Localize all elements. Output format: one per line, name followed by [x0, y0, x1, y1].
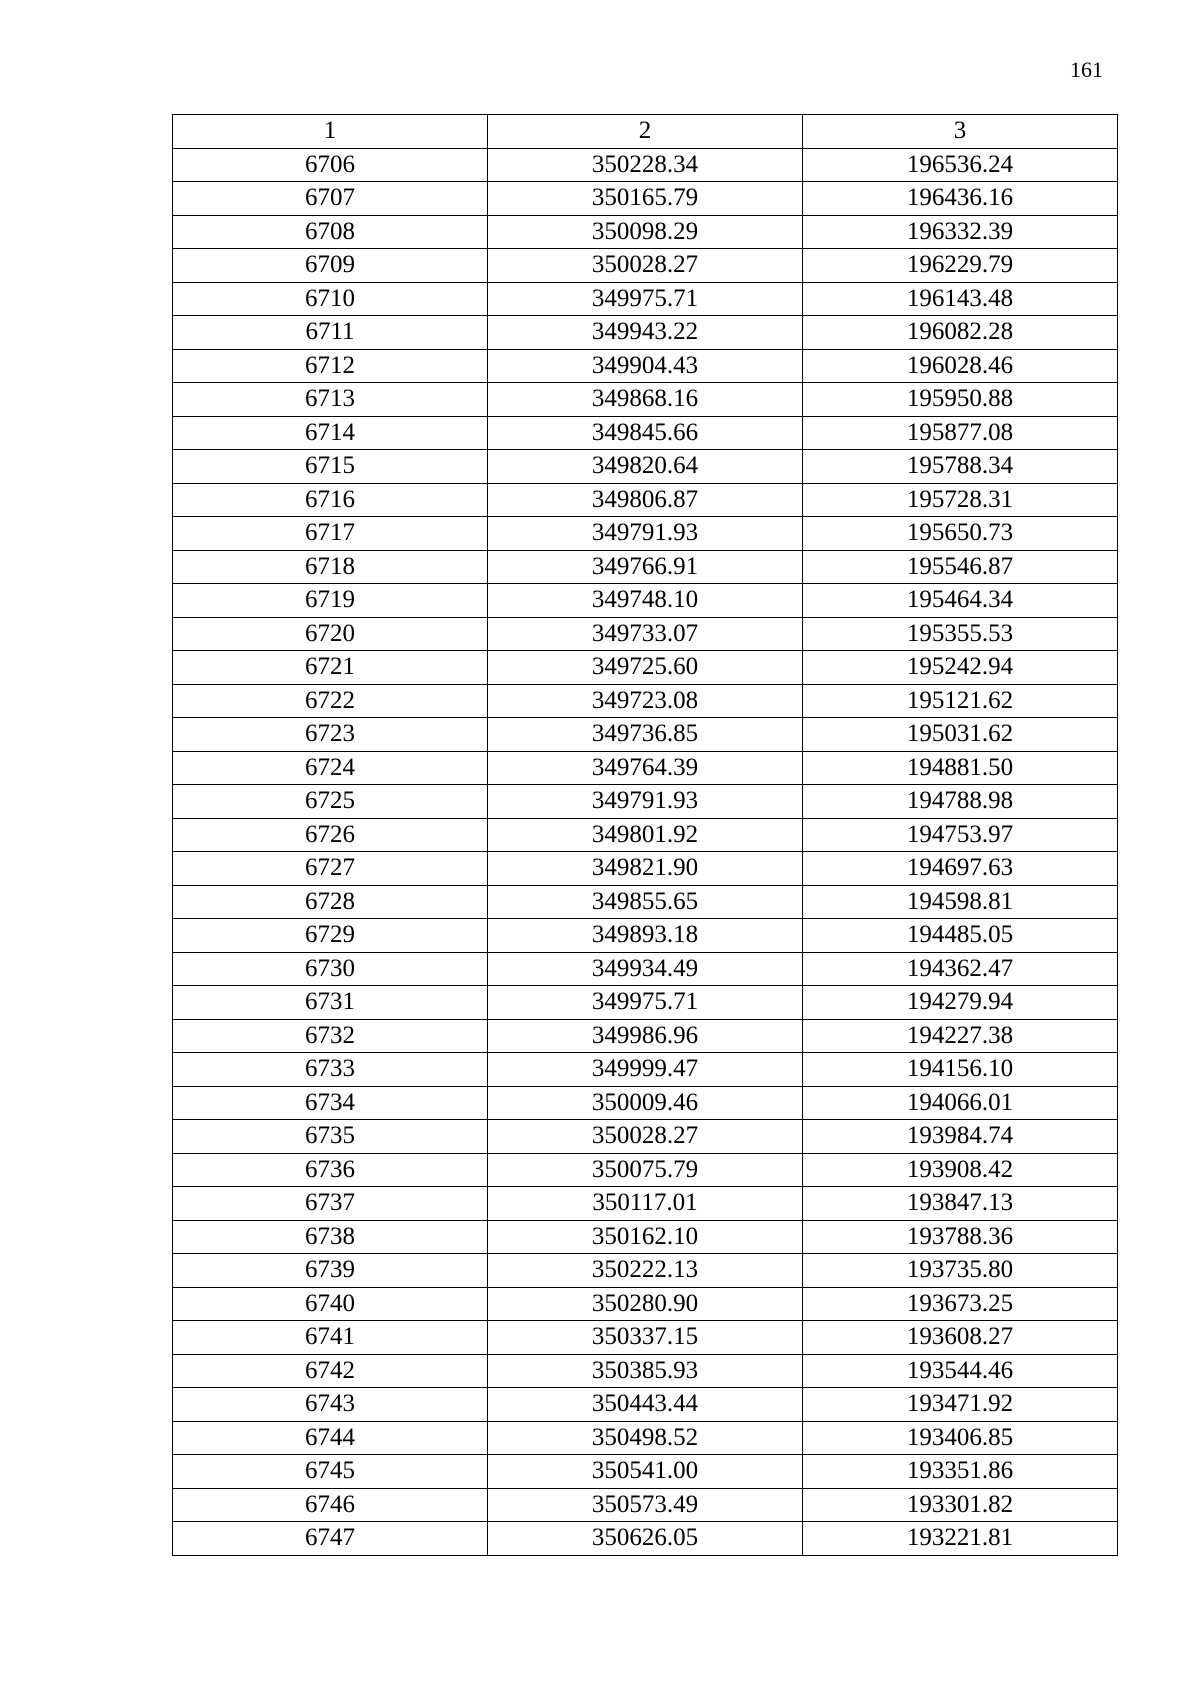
- table-row: [173, 517, 1118, 551]
- x-coordinate-cell: 349999.47: [488, 1053, 803, 1087]
- point-number-cell: 6740: [173, 1287, 488, 1321]
- point-number-cell: 6728: [173, 885, 488, 919]
- point-number-cell: 6724: [173, 751, 488, 785]
- y-coordinate-cell: 194279.94: [803, 986, 1118, 1020]
- y-coordinate-cell: 193544.46: [803, 1354, 1118, 1388]
- point-number-cell: 6744: [173, 1421, 488, 1455]
- y-coordinate-cell: 195546.87: [803, 550, 1118, 584]
- table-row: [173, 852, 1118, 886]
- table-row: [173, 584, 1118, 618]
- x-coordinate-cell: 350573.49: [488, 1488, 803, 1522]
- point-number-cell: 6720: [173, 617, 488, 651]
- y-coordinate-cell: 194881.50: [803, 751, 1118, 785]
- point-number-cell: 6712: [173, 349, 488, 383]
- y-coordinate-cell: 194697.63: [803, 852, 1118, 886]
- point-number-cell: 6730: [173, 952, 488, 986]
- y-coordinate-cell: 193221.81: [803, 1522, 1118, 1556]
- x-coordinate-cell: 349986.96: [488, 1019, 803, 1053]
- point-number-cell: 6733: [173, 1053, 488, 1087]
- y-coordinate-cell: 194156.10: [803, 1053, 1118, 1087]
- table-row: [173, 1153, 1118, 1187]
- x-coordinate-cell: 350117.01: [488, 1187, 803, 1221]
- table-row: [173, 249, 1118, 283]
- x-coordinate-cell: 349975.71: [488, 282, 803, 316]
- point-number-cell: 6711: [173, 316, 488, 350]
- table-row: [173, 1421, 1118, 1455]
- y-coordinate-cell: 194362.47: [803, 952, 1118, 986]
- point-number-cell: 6708: [173, 215, 488, 249]
- table-row: [173, 1254, 1118, 1288]
- point-number-cell: 6729: [173, 919, 488, 953]
- point-number-cell: 6739: [173, 1254, 488, 1288]
- y-coordinate-cell: 195950.88: [803, 383, 1118, 417]
- y-coordinate-cell: 196028.46: [803, 349, 1118, 383]
- point-number-cell: 6716: [173, 483, 488, 517]
- y-coordinate-cell: 195877.08: [803, 416, 1118, 450]
- y-coordinate-cell: 195650.73: [803, 517, 1118, 551]
- table-row: [173, 785, 1118, 819]
- point-number-cell: 6709: [173, 249, 488, 283]
- x-coordinate-cell: 350222.13: [488, 1254, 803, 1288]
- table-row: [173, 316, 1118, 350]
- header-row: [173, 115, 1118, 149]
- column-header-1: 1: [173, 115, 488, 149]
- point-number-cell: 6706: [173, 148, 488, 182]
- table-row: [173, 148, 1118, 182]
- point-number-cell: 6727: [173, 852, 488, 886]
- y-coordinate-cell: 193908.42: [803, 1153, 1118, 1187]
- y-coordinate-cell: 195464.34: [803, 584, 1118, 618]
- table-row: [173, 1220, 1118, 1254]
- point-number-cell: 6707: [173, 182, 488, 216]
- table-row: [173, 1488, 1118, 1522]
- x-coordinate-cell: 350028.27: [488, 1120, 803, 1154]
- x-coordinate-cell: 349904.43: [488, 349, 803, 383]
- table-row: [173, 1086, 1118, 1120]
- page-number: 161: [1070, 57, 1103, 82]
- y-coordinate-cell: 196082.28: [803, 316, 1118, 350]
- y-coordinate-cell: 193608.27: [803, 1321, 1118, 1355]
- y-coordinate-cell: 193471.92: [803, 1388, 1118, 1422]
- x-coordinate-cell: 350443.44: [488, 1388, 803, 1422]
- y-coordinate-cell: 196229.79: [803, 249, 1118, 283]
- y-coordinate-cell: 194485.05: [803, 919, 1118, 953]
- x-coordinate-cell: 349820.64: [488, 450, 803, 484]
- y-coordinate-cell: 195788.34: [803, 450, 1118, 484]
- point-number-cell: 6715: [173, 450, 488, 484]
- y-coordinate-cell: 196332.39: [803, 215, 1118, 249]
- table-row: [173, 215, 1118, 249]
- point-number-cell: 6713: [173, 383, 488, 417]
- point-number-cell: 6742: [173, 1354, 488, 1388]
- table-row: [173, 416, 1118, 450]
- x-coordinate-cell: 349791.93: [488, 517, 803, 551]
- x-coordinate-cell: 349975.71: [488, 986, 803, 1020]
- point-number-cell: 6735: [173, 1120, 488, 1154]
- x-coordinate-cell: 350098.29: [488, 215, 803, 249]
- x-coordinate-cell: 350541.00: [488, 1455, 803, 1489]
- y-coordinate-cell: 194066.01: [803, 1086, 1118, 1120]
- y-coordinate-cell: 193735.80: [803, 1254, 1118, 1288]
- x-coordinate-cell: 350498.52: [488, 1421, 803, 1455]
- table-row: [173, 651, 1118, 685]
- y-coordinate-cell: 194753.97: [803, 818, 1118, 852]
- y-coordinate-cell: 193301.82: [803, 1488, 1118, 1522]
- x-coordinate-cell: 350075.79: [488, 1153, 803, 1187]
- table-row: [173, 818, 1118, 852]
- point-number-cell: 6719: [173, 584, 488, 618]
- table-row: [173, 349, 1118, 383]
- table-row: [173, 1522, 1118, 1556]
- x-coordinate-cell: 350009.46: [488, 1086, 803, 1120]
- point-number-cell: 6737: [173, 1187, 488, 1221]
- x-coordinate-cell: 349821.90: [488, 852, 803, 886]
- point-number-cell: 6745: [173, 1455, 488, 1489]
- point-number-cell: 6734: [173, 1086, 488, 1120]
- point-number-cell: 6731: [173, 986, 488, 1020]
- point-number-cell: 6725: [173, 785, 488, 819]
- table-row: [173, 718, 1118, 752]
- x-coordinate-cell: 349733.07: [488, 617, 803, 651]
- point-number-cell: 6726: [173, 818, 488, 852]
- point-number-cell: 6717: [173, 517, 488, 551]
- y-coordinate-cell: 196536.24: [803, 148, 1118, 182]
- table-row: [173, 1120, 1118, 1154]
- coordinates-table: [172, 114, 1118, 1556]
- y-coordinate-cell: 193788.36: [803, 1220, 1118, 1254]
- table-row: [173, 550, 1118, 584]
- table-body: [173, 148, 1118, 1555]
- x-coordinate-cell: 350162.10: [488, 1220, 803, 1254]
- column-header-3: 3: [803, 115, 1118, 149]
- table-row: [173, 1053, 1118, 1087]
- point-number-cell: 6743: [173, 1388, 488, 1422]
- table-row: [173, 751, 1118, 785]
- x-coordinate-cell: 350028.27: [488, 249, 803, 283]
- point-number-cell: 6722: [173, 684, 488, 718]
- point-number-cell: 6721: [173, 651, 488, 685]
- x-coordinate-cell: 349934.49: [488, 952, 803, 986]
- y-coordinate-cell: 193406.85: [803, 1421, 1118, 1455]
- x-coordinate-cell: 349943.22: [488, 316, 803, 350]
- table-row: [173, 952, 1118, 986]
- x-coordinate-cell: 350165.79: [488, 182, 803, 216]
- y-coordinate-cell: 194788.98: [803, 785, 1118, 819]
- y-coordinate-cell: 193847.13: [803, 1187, 1118, 1221]
- point-number-cell: 6747: [173, 1522, 488, 1556]
- x-coordinate-cell: 349723.08: [488, 684, 803, 718]
- point-number-cell: 6736: [173, 1153, 488, 1187]
- y-coordinate-cell: 196143.48: [803, 282, 1118, 316]
- x-coordinate-cell: 350280.90: [488, 1287, 803, 1321]
- table-row: [173, 1455, 1118, 1489]
- point-number-cell: 6718: [173, 550, 488, 584]
- table-row: [173, 282, 1118, 316]
- table-row: [173, 1287, 1118, 1321]
- table-row: [173, 483, 1118, 517]
- x-coordinate-cell: 350228.34: [488, 148, 803, 182]
- y-coordinate-cell: 195355.53: [803, 617, 1118, 651]
- table-row: [173, 450, 1118, 484]
- point-number-cell: 6714: [173, 416, 488, 450]
- point-number-cell: 6710: [173, 282, 488, 316]
- table-row: [173, 885, 1118, 919]
- x-coordinate-cell: 349806.87: [488, 483, 803, 517]
- y-coordinate-cell: 195121.62: [803, 684, 1118, 718]
- table-row: [173, 1321, 1118, 1355]
- table-row: [173, 182, 1118, 216]
- table-row: [173, 1388, 1118, 1422]
- x-coordinate-cell: 349736.85: [488, 718, 803, 752]
- table-row: [173, 684, 1118, 718]
- y-coordinate-cell: 193984.74: [803, 1120, 1118, 1154]
- point-number-cell: 6723: [173, 718, 488, 752]
- x-coordinate-cell: 349725.60: [488, 651, 803, 685]
- x-coordinate-cell: 349845.66: [488, 416, 803, 450]
- table-row: [173, 986, 1118, 1020]
- column-header-2: 2: [488, 115, 803, 149]
- point-number-cell: 6738: [173, 1220, 488, 1254]
- table-header: [173, 115, 1118, 149]
- x-coordinate-cell: 349868.16: [488, 383, 803, 417]
- y-coordinate-cell: 193351.86: [803, 1455, 1118, 1489]
- x-coordinate-cell: 349893.18: [488, 919, 803, 953]
- y-coordinate-cell: 195031.62: [803, 718, 1118, 752]
- y-coordinate-cell: 195728.31: [803, 483, 1118, 517]
- y-coordinate-cell: 193673.25: [803, 1287, 1118, 1321]
- x-coordinate-cell: 350337.15: [488, 1321, 803, 1355]
- table-row: [173, 1187, 1118, 1221]
- x-coordinate-cell: 349791.93: [488, 785, 803, 819]
- y-coordinate-cell: 195242.94: [803, 651, 1118, 685]
- x-coordinate-cell: 349766.91: [488, 550, 803, 584]
- x-coordinate-cell: 350385.93: [488, 1354, 803, 1388]
- y-coordinate-cell: 196436.16: [803, 182, 1118, 216]
- table-row: [173, 383, 1118, 417]
- y-coordinate-cell: 194227.38: [803, 1019, 1118, 1053]
- y-coordinate-cell: 194598.81: [803, 885, 1118, 919]
- table-row: [173, 617, 1118, 651]
- x-coordinate-cell: 349801.92: [488, 818, 803, 852]
- table-row: [173, 1019, 1118, 1053]
- x-coordinate-cell: 349748.10: [488, 584, 803, 618]
- x-coordinate-cell: 349855.65: [488, 885, 803, 919]
- point-number-cell: 6741: [173, 1321, 488, 1355]
- table-row: [173, 1354, 1118, 1388]
- point-number-cell: 6746: [173, 1488, 488, 1522]
- point-number-cell: 6732: [173, 1019, 488, 1053]
- table-row: [173, 919, 1118, 953]
- x-coordinate-cell: 350626.05: [488, 1522, 803, 1556]
- x-coordinate-cell: 349764.39: [488, 751, 803, 785]
